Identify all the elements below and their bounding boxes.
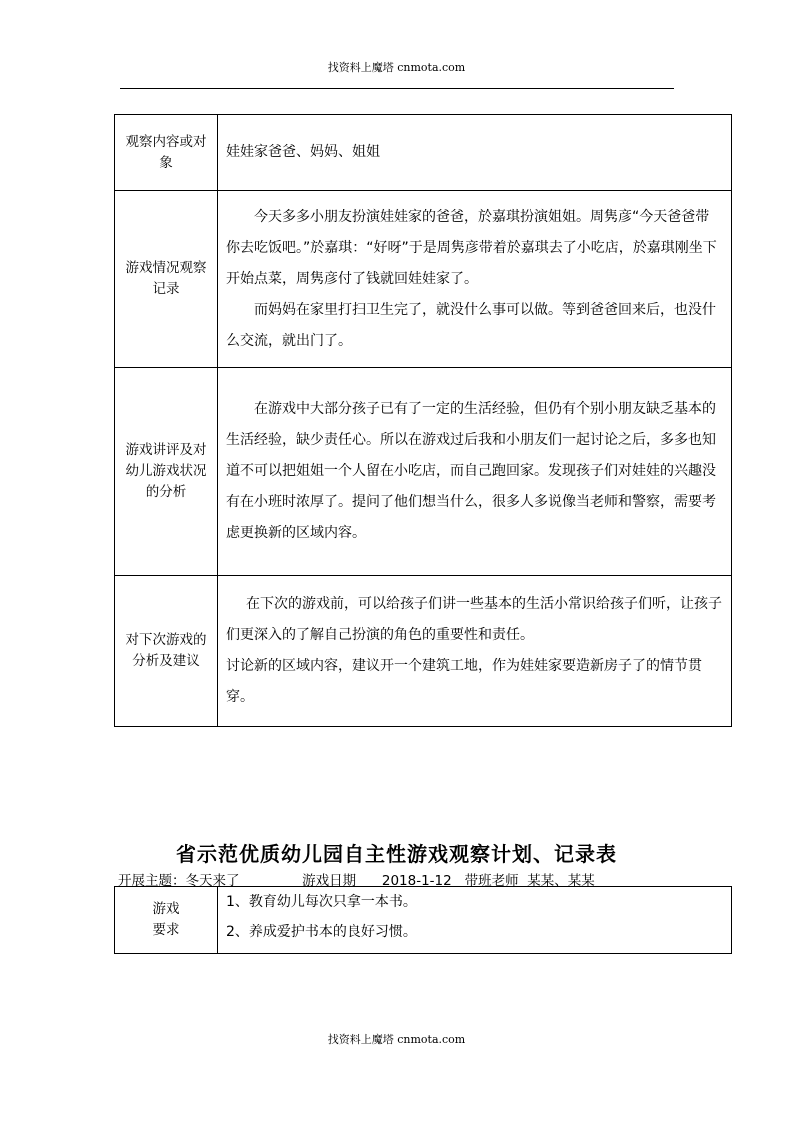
page-header: 找资料上魔塔 cnmota.com [327, 61, 466, 74]
date-value: 2018-1-12 [381, 873, 452, 889]
theme-label: 开展主题： [118, 873, 186, 889]
date-label: 游戏日期 [302, 873, 357, 889]
table-row [115, 191, 732, 368]
list-item: 1、教育幼儿每次只拿一本书。 [226, 894, 417, 910]
paragraph: 在下次的游戏前，可以给孩子们讲一些基本的生活小常识给孩子们听，让孩子们更深入的了解自己扮演的角色的重要性和责任。 [226, 596, 722, 643]
page-footer: 找资料上魔塔 cnmota.com [327, 1033, 466, 1046]
row-content-game-analysis [218, 368, 732, 576]
row-label-game-record: 游戏情况观察记录 [115, 191, 218, 368]
paragraph: 娃娃家爸爸、妈妈、姐姐 [226, 144, 380, 160]
list-item: 2、养成爱护书本的良好习惯。 [226, 924, 417, 940]
paragraph: 而妈妈在家里打扫卫生完了，就没什么事可以做。等到爸爸回来后，也没什么交流，就出门了。 [226, 301, 716, 349]
observation-record-table [114, 114, 732, 727]
row-content-observation-target [218, 115, 732, 191]
row-label-next-suggestion: 对下次游戏的分析及建议 [115, 576, 218, 727]
game-requirements-table [114, 886, 732, 954]
table-row [115, 887, 732, 954]
row-content-game-requirements [218, 887, 732, 954]
teacher-label: 带班老师 [464, 873, 519, 889]
paragraph: 在游戏中大部分孩子已有了一定的生活经验，但仍有个别小朋友缺乏基本的生活经验，缺少责任心。所以在游戏过后我和小朋友们一起讨论之后，多多也知道不可以把姐姐一个人留在小吃店，而自己跑回家。发现孩子们对娃娃的兴趣没有在小班时浓厚了。提问了他们想当什么，很多人多说像当老师和警察，需要考虑更换新的区域内容。 [226, 401, 716, 541]
row-label-game-requirements: 游戏要求 [115, 887, 218, 954]
table-row [115, 576, 732, 727]
table-row [115, 368, 732, 576]
row-label-observation-target: 观察内容或对象 [115, 115, 218, 191]
theme-value: 冬天来了 [185, 873, 240, 889]
paragraph: 讨论新的区域内容，建议开一个建筑工地，作为娃娃家要造新房子了的情节贯穿。 [226, 658, 702, 705]
row-content-next-suggestion [218, 576, 732, 727]
row-label-game-analysis: 游戏讲评及对幼儿游戏状况的分析 [115, 368, 218, 576]
table-row [115, 115, 732, 191]
row-content-game-record [218, 191, 732, 368]
form-title: 省示范优质幼儿园自主性游戏观察计划、记录表 [176, 842, 617, 866]
header-divider [120, 88, 674, 89]
paragraph: 今天多多小朋友扮演娃娃家的爸爸，於嘉琪扮演姐姐。周隽彦“今天爸爸带你去吃饭吧。”於嘉琪：“好呀”于是周隽彦带着於嘉琪去了小吃店，於嘉琪刚坐下开始点菜，周隽彦付了钱就回娃娃家了。 [226, 208, 717, 287]
teacher-value: 某某、某某 [527, 873, 595, 889]
